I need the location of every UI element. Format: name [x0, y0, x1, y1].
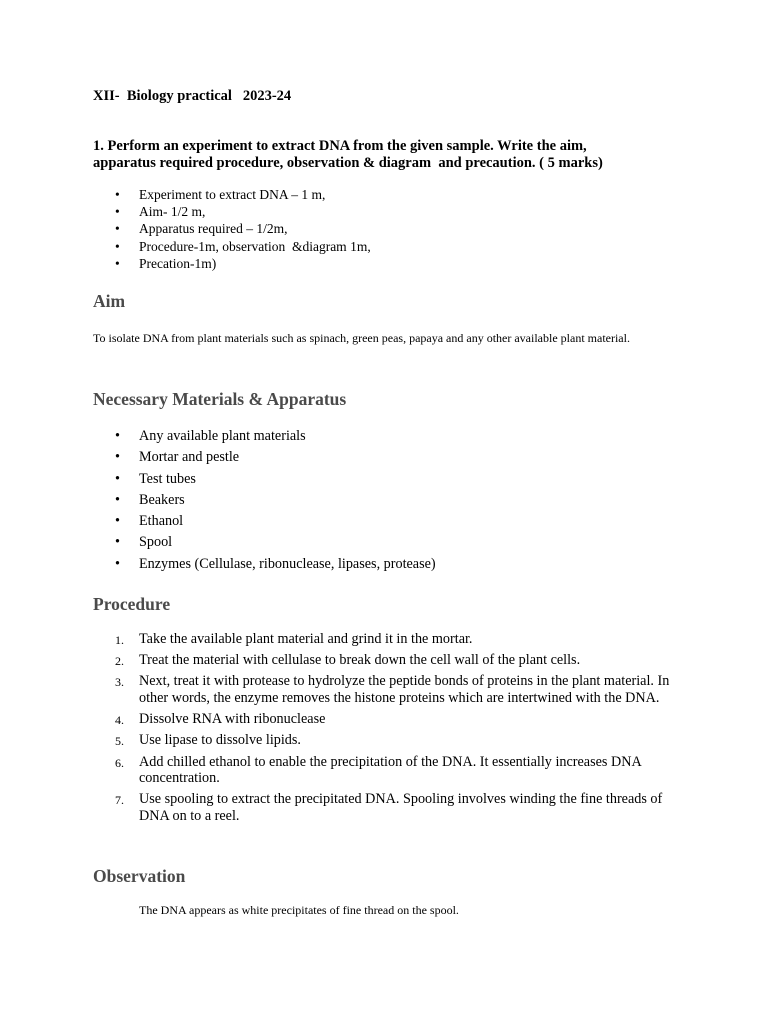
observation-heading: Observation [93, 866, 186, 886]
question-line-2: apparatus required procedure, observation & diagram and precaution. ( 5 marks) [93, 155, 603, 171]
step-number: 6. [115, 755, 124, 770]
list-item [93, 711, 673, 728]
aim-heading: Aim [93, 291, 126, 311]
list-item [93, 754, 673, 787]
step-number: 7. [115, 793, 124, 808]
list-item [93, 652, 673, 669]
list-item: • Aim- 1/2 m, [93, 203, 371, 220]
step-text: Treat the material with cellulase to break down the cell wall of the plant cells. [139, 652, 581, 669]
list-item [93, 732, 673, 749]
list-item: • Precation-1m) [93, 255, 371, 272]
list-item: • Mortar and pestle [93, 447, 436, 468]
list-item: • Beakers [93, 490, 436, 511]
step-number: 1. [115, 633, 124, 647]
list-item: • Any available plant materials [93, 426, 436, 447]
list-item: • Apparatus required – 1/2m, [93, 220, 371, 237]
step-text: Dissolve RNA with ribonuclease [139, 711, 326, 728]
aim-text: To isolate DNA from plant materials such as spinach, green peas, papaya and any other available plant material. [93, 331, 630, 345]
step-text: Use spooling to extract the precipitated DNA. Spooling involves winding the fine threads of DNA on to a reel. [139, 791, 663, 824]
materials-list [93, 426, 436, 575]
list-item: • Enzymes (Cellulase, ribonuclease, lipases, protease) [93, 554, 436, 575]
list-item: • Procedure-1m, observation &diagram 1m, [93, 238, 371, 255]
procedure-steps-list [93, 631, 673, 829]
list-item: • Spool [93, 532, 436, 553]
materials-heading: Necessary Materials & Apparatus [93, 389, 347, 409]
step-number: 5. [115, 734, 124, 749]
document-title: XII- Biology practical 2023-24 [93, 88, 292, 104]
step-text: Use lipase to dissolve lipids. [139, 732, 301, 749]
question-line-1: 1. Perform an experiment to extract DNA from the given sample. Write the aim, [93, 138, 587, 154]
list-item: • Ethanol [93, 511, 436, 532]
list-item: • Experiment to extract DNA – 1 m, [93, 186, 371, 203]
step-text: Add chilled ethanol to enable the precipitation of the DNA. It essentially increases DNA concentration. [139, 753, 641, 787]
observation-text: The DNA appears as white precipitates of fine thread on the spool. [139, 903, 459, 917]
list-item [93, 673, 673, 706]
step-number: 4. [115, 713, 124, 728]
step-number: 2. [115, 654, 124, 669]
list-item [93, 631, 673, 648]
procedure-heading: Procedure [93, 594, 171, 614]
step-number: 3. [115, 675, 124, 690]
step-text: Take the available plant material and grind it in the mortar. [139, 631, 473, 647]
marks-breakdown-list [93, 186, 371, 272]
list-item: • Test tubes [93, 469, 436, 490]
list-item [93, 791, 673, 824]
question-text [93, 138, 693, 172]
step-text: Next, treat it with protease to hydrolyze the peptide bonds of proteins in the plant material. In other words, the enzyme removes the histone proteins which are intertwined with the DNA. [139, 673, 670, 706]
